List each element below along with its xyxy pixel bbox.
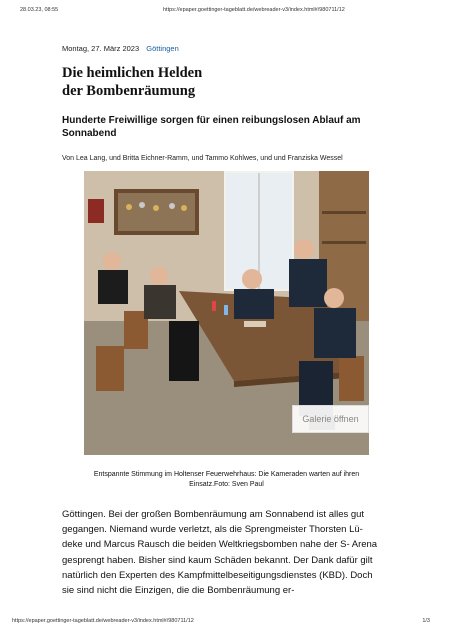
article-photo[interactable] [84, 171, 369, 455]
print-timestamp: 28.03.23, 08:55 [20, 7, 59, 13]
article-headline [62, 64, 362, 100]
article-date: Montag, 27. März 2023 [62, 44, 140, 53]
article-body: Göttingen. Bei der großen Bombenräumung am Sonnabend ist alles gut gegangen. Niemand wurde verletzt, als die Sprengmeister Thorsten Lü- deke und Marcus Rausch die beiden Weltkriegsbomben nahe der S- Arena gesprengt haben. Bisher sind kaum Schäden bekannt. Der Dank dafür gilt natürlich den Experten des Kampfmittelbeseitigungsdienstes (KBD). Doch sie sind nicht die Einzigen, die die Bombenräumung er- [62, 509, 378, 597]
print-page-number: 1/3 [422, 618, 430, 624]
article-meta [62, 44, 179, 53]
headline-line-2: der Bombenräumung [62, 83, 196, 99]
photo-caption: Entspannte Stimmung im Holtenser Feuerwehrhaus: Die Kameraden warten auf ihren Einsatz.Foto: Sven Paul [93, 471, 360, 488]
article-city-link[interactable]: Göttingen [146, 44, 179, 53]
article-authors: Von Lea Lang, und Britta Eichner-Ramm, und Tammo Kohlwes, und und Franziska Wessel [62, 155, 343, 162]
article-subheadline: Hunderte Freiwillige sorgen für einen reibungslosen Ablauf am Sonnabend [62, 115, 361, 139]
gallery-open-button[interactable]: Galerie öffnen [292, 405, 369, 433]
print-footer-url[interactable]: https://epaper.goettinger-tageblatt.de/webreader-v3/index.html#/980711/12 [12, 618, 194, 624]
headline-line-1: Die heimlichen Helden [62, 65, 203, 81]
print-header-url[interactable]: https://epaper.goettinger-tageblatt.de/webreader-v3/index.html#/980711/12 [163, 7, 345, 13]
